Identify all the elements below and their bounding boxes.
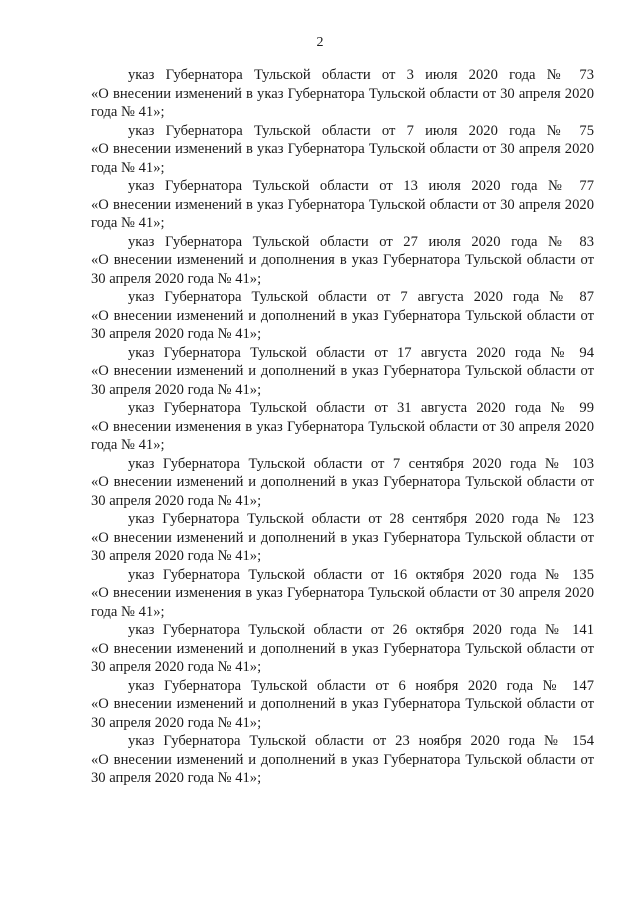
decree-heading: указ Губернатора Тульской области от 23 ноября 2020 года № 154 [128, 733, 594, 749]
decree-entry [91, 122, 594, 178]
decree-heading: указ Губернатора Тульской области от 6 ноября 2020 года № 147 [128, 677, 594, 694]
decree-heading: указ Губернатора Тульской области от 16 октября 2020 года № 135 [128, 566, 594, 583]
decree-list [91, 66, 594, 788]
decree-entry [91, 344, 594, 400]
decree-heading: указ Губернатора Тульской области от 28 сентября 2020 года № 123 [128, 511, 594, 527]
decree-entry [91, 66, 594, 122]
decree-title: «О внесении изменений и дополнений в указ Губернатора Тульской области от 30 апреля 2020 года № 41»; [91, 307, 594, 342]
decree-entry [91, 566, 594, 622]
decree-heading: указ Губернатора Тульской области от 7 августа 2020 года № 87 [128, 289, 594, 305]
decree-heading: указ Губернатора Тульской области от 31 августа 2020 года № 99 [128, 400, 594, 416]
decree-title: «О внесении изменений и дополнений в указ Губернатора Тульской области от 30 апреля 2020 года № 41»; [91, 363, 594, 398]
decree-entry [91, 732, 594, 788]
decree-title: «О внесении изменений и дополнений в указ Губернатора Тульской области от 30 апреля 2020 года № 41»; [91, 529, 594, 564]
decree-title: «О внесении изменений и дополнений в указ Губернатора Тульской области от 30 апреля 2020 года № 41»; [91, 474, 594, 509]
page-number: 2 [316, 35, 324, 50]
decree-heading: указ Губернатора Тульской области от 27 июля 2020 года № 83 [128, 233, 594, 250]
decree-title: «О внесении изменений и дополнений в указ Губернатора Тульской области от 30 апреля 2020 года № 41»; [91, 696, 594, 731]
decree-title: «О внесении изменений в указ Губернатора Тульской области от 30 апреля 2020 года № 41»; [91, 196, 594, 231]
decree-entry [91, 177, 594, 233]
decree-entry [91, 233, 594, 289]
decree-title: «О внесении изменения в указ Губернатора Тульской области от 30 апреля 2020 года № 41»; [91, 585, 594, 620]
decree-entry [91, 288, 594, 344]
decree-heading: указ Губернатора Тульской области от 7 июля 2020 года № 75 [128, 122, 594, 139]
decree-entry [91, 621, 594, 677]
decree-heading: указ Губернатора Тульской области от 3 июля 2020 года № 73 [128, 67, 594, 83]
decree-heading: указ Губернатора Тульской области от 17 августа 2020 года № 94 [128, 344, 594, 361]
decree-title: «О внесении изменений и дополнения в указ Губернатора Тульской области от 30 апреля 2020 года № 41»; [91, 252, 594, 287]
decree-heading: указ Губернатора Тульской области от 26 октября 2020 года № 141 [128, 622, 594, 638]
decree-entry [91, 399, 594, 455]
decree-title: «О внесении изменений в указ Губернатора Тульской области от 30 апреля 2020 года № 41»; [91, 85, 594, 120]
decree-entry [91, 455, 594, 511]
decree-title: «О внесении изменения в указ Губернатора Тульской области от 30 апреля 2020 года № 41»; [91, 418, 594, 453]
decree-heading: указ Губернатора Тульской области от 7 сентября 2020 года № 103 [128, 455, 594, 472]
decree-entry [91, 510, 594, 566]
decree-entry [91, 677, 594, 733]
decree-title: «О внесении изменений в указ Губернатора Тульской области от 30 апреля 2020 года № 41»; [91, 141, 594, 176]
decree-title: «О внесении изменений и дополнений в указ Губернатора Тульской области от 30 апреля 2020 года № 41»; [91, 751, 594, 786]
decree-title: «О внесении изменений и дополнений в указ Губернатора Тульской области от 30 апреля 2020 года № 41»; [91, 640, 594, 675]
decree-heading: указ Губернатора Тульской области от 13 июля 2020 года № 77 [128, 178, 594, 194]
